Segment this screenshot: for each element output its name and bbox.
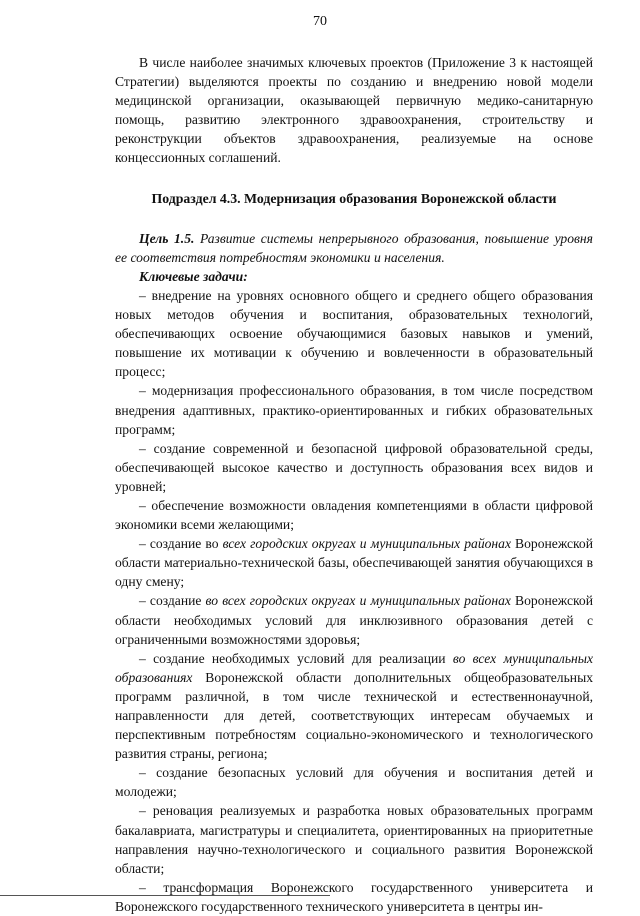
document-body [115, 53, 593, 916]
task-item [115, 649, 593, 764]
bottom-rule [0, 895, 330, 896]
task-item: – создание безопасных условий для обучения и воспитания детей и молодежи; [115, 765, 593, 800]
goal-text: Развитие системы непрерывного образования, повышение уровня ее соответствия потребностям экономики и населения. [115, 230, 593, 265]
task-item: – создание современной и безопасной цифровой образовательной среды, обеспечивающей высокое качество и доступность образования всех видов и уровней; [115, 440, 593, 494]
task-emphasis: всех городских округах и муниципальных районах [222, 536, 511, 552]
task-item [115, 534, 593, 591]
intro-paragraph: В числе наиболее значимых ключевых проектов (Приложение 3 к настоящей Стратегии) выделяются проекты по созданию и внедрению новой модели медицинской организации, оказывающей первичную медико-санитарную помощь, развитию электронного здравоохранения, строительству и реконструкции объектов здравоохранения, реализуемые на основе концессионных соглашений. [115, 55, 593, 166]
task-item: – реновация реализуемых и разработка новых образовательных программ бакалавриата, магистратуры и специалитета, ориентированных на приоритетные направления научно-технологического и социального развития Воронежской области; [115, 803, 593, 876]
task-text: – создание во [139, 536, 223, 552]
task-text: Воронежской области необходимых условий для инклюзивного образования детей с ограниченными возможностями здоровья; [115, 593, 593, 647]
task-item: – обеспечение возможности овладения компетенциями в области цифровой экономики всеми желающими; [115, 497, 593, 533]
task-text: Воронежской области материально-технической базы, обеспечивающей занятия обучающихся в одну смену; [115, 536, 593, 590]
task-text: Воронежской области дополнительных общеобразовательных программ различной, в том числе технической и естественнонаучной, направленности для детей, соответствующих интересам обучаемых и перспективным потребностям социально-экономического и технологического развития страны, региона; [115, 669, 593, 762]
task-emphasis: во всех городских округах и муниципальных районах [205, 593, 511, 609]
task-text: – создание [139, 593, 206, 609]
page-number: 70 [313, 14, 327, 29]
task-item: – трансформация Воронежского государственного университета и Воронежского государственного технического университета в центры ин- [115, 879, 593, 914]
tasks-heading: Ключевые задачи: [139, 268, 248, 284]
task-item [115, 591, 593, 648]
goal-paragraph [115, 229, 593, 267]
task-item: – внедрение на уровнях основного общего и среднего общего образования новых методов обучения и воспитания, образовательных технологий, обеспечивающих освоение обучающимися базовых навыков и умений, повышение их мотивации к обучению и вовлеченности в образовательный процесс; [115, 287, 593, 380]
task-text: – создание необходимых условий для реализации [139, 650, 453, 666]
section-heading: Подраздел 4.3. Модернизация образования Воронежской области [151, 190, 557, 206]
task-item: – модернизация профессионального образования, в том числе посредством внедрения адаптивных, практико-ориентированных и гибких образовательных программ; [115, 383, 593, 437]
goal-label: Цель 1.5. [139, 230, 195, 246]
task-emphasis: во всех муниципальных образованиях [115, 650, 593, 685]
